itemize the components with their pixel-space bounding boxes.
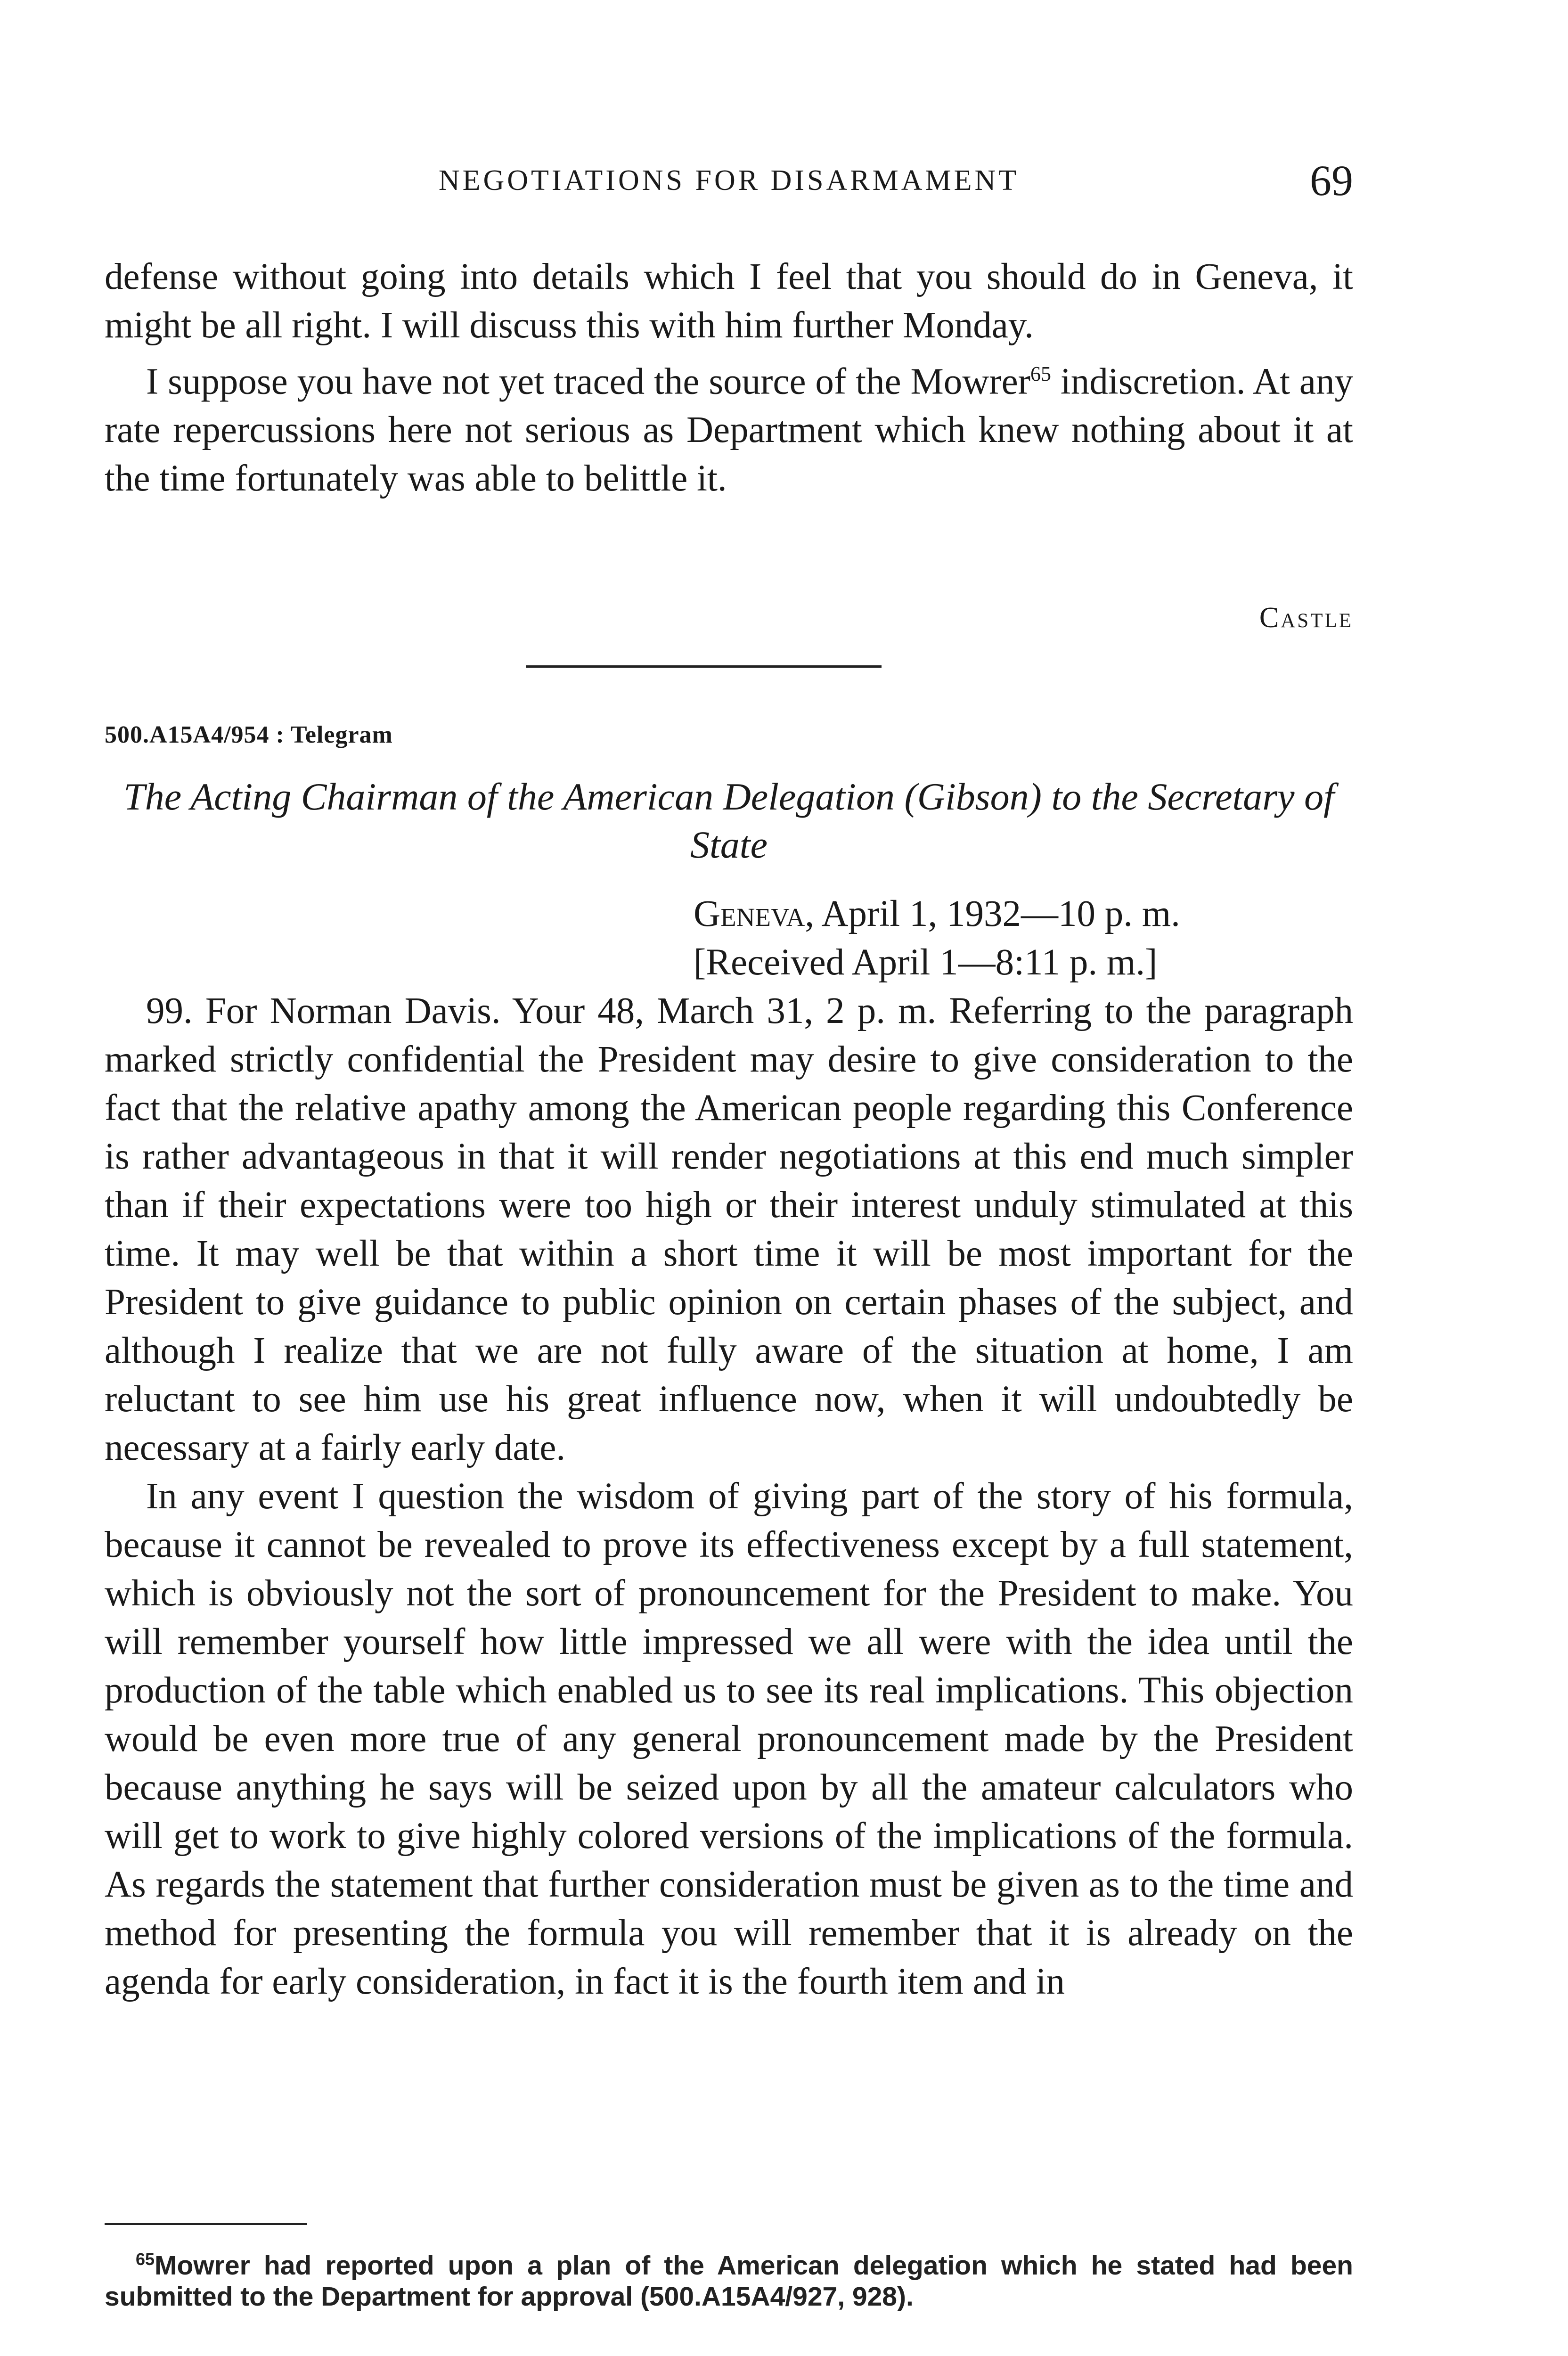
dateline-place: Geneva xyxy=(694,893,805,934)
footnote-marker: 65 xyxy=(136,2250,155,2269)
document-paragraph-2: In any event I question the wisdom of giving part of the story of his formula, because it cannot be revealed to prove its effectiveness except by a full statement, which is obviously not the sort of pronouncement for the President to make. You will remember yourself how little impressed we all were with the idea until the production of the table which enabled us to see its real implications. This objection would be even more true of any general pronouncement made by the President because anything he says will be seized upon by all the amateur calculators who will get to work to give highly colored versions of the implications of the formula. As regards the statement that further consideration must be given as to the time and method for presenting the formula you will remember that it is already on the agenda for early consideration, in fact it is the fourth item and in xyxy=(105,1476,1353,2002)
footnote-block xyxy=(105,2244,1353,2312)
previous-paragraph-2-text-a: I suppose you have not yet traced the source of the Mowrer xyxy=(146,361,1030,402)
previous-paragraph-2-text-b: indiscretion. At any rate repercussions here not serious as Department which knew nothing about it at the time fortunately was able to belittle it. xyxy=(105,361,1353,499)
document-body xyxy=(105,987,1353,2006)
dateline xyxy=(694,890,1353,938)
previous-paragraph-2 xyxy=(105,350,1353,503)
document-heading-block xyxy=(105,773,1353,869)
received-line: [Received April 1—8:11 p. m.] xyxy=(694,942,1158,983)
footnote-reference: 65 xyxy=(1030,362,1051,385)
document-paragraph-1: 99. For Norman Davis. Your 48, March 31, 2 p. m. Referring to the paragraph marked strictly confidential the President may desire to give consideration to the fact that the relative apathy among the American people regarding this Conference is rather advantageous in that it will render negotiations at this end much simpler than if their expectations were too high or their interest unduly stimulated at this time. It may well be that within a short time it will be most important for the President to give guidance to public opinion on certain phases of the subject, and although I realize that we are not fully aware of the situation at home, I am reluctant to see him use his great influence now, when it will undoubtedly be necessary at a fairly early date. xyxy=(105,990,1353,1468)
footnote xyxy=(105,2244,1353,2312)
signature: Castle xyxy=(1259,602,1353,634)
previous-paragraph-1: defense without going into details which I feel that you should do in Geneva, it might be all right. I will discuss this with him further Monday. xyxy=(105,256,1353,346)
section-divider xyxy=(526,665,882,668)
footnote-text: Mowrer had reported upon a plan of the American delegation which he stated had been submitted to the Department for approval (500.A15A4/927, 928). xyxy=(105,2250,1353,2312)
running-title: NEGOTIATIONS FOR DISARMAMENT xyxy=(438,164,1020,196)
previous-document-body xyxy=(105,253,1353,503)
page-number: 69 xyxy=(1310,156,1353,205)
document-heading: The Acting Chairman of the American Delegation (Gibson) to the Secretary of State xyxy=(123,775,1334,866)
running-head xyxy=(105,155,1353,207)
file-reference: 500.A15A4/954 : Telegram xyxy=(105,721,393,748)
footnote-divider xyxy=(105,2223,307,2225)
dateline-date: , April 1, 1932—10 p. m. xyxy=(805,893,1180,934)
